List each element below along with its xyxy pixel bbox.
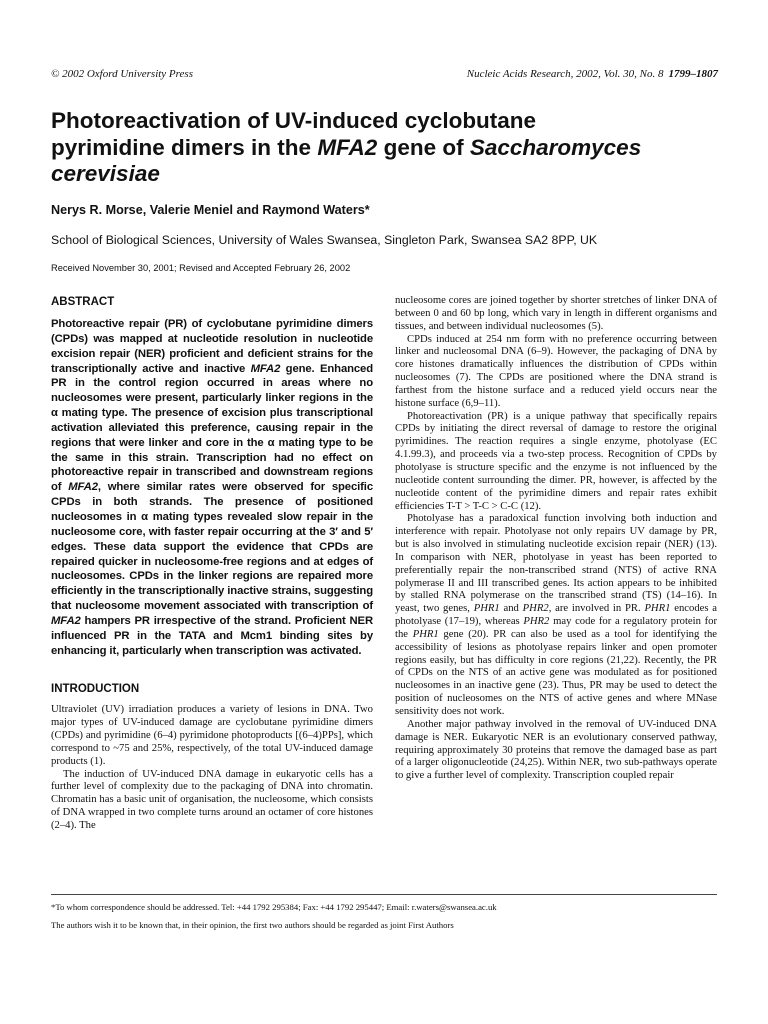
journal-citation [467, 68, 718, 80]
abstract-heading: ABSTRACT [51, 296, 115, 308]
gene-phr2-2: PHR2 [523, 616, 550, 628]
abstract-gene-2: MFA2 [68, 481, 98, 494]
body-paragraph-2: CPDs induced at 254 nm form with no preference occurring between linker and nucleosomal DNA (6–9). However, the packaging of DNA by core histones dramatically influences the distribution of CPDs within nucleosomes (7). The CPDs are positioned where the DNA strand is farthest from the histone surface and a reduced yield occurs near the histone surface (6,9–11). [395, 333, 717, 409]
title-species-genus: Saccharomyces [469, 134, 642, 160]
copyright-notice: © 2002 Oxford University Press [51, 68, 193, 80]
intro-paragraph-1: Ultraviolet (UV) irradiation produces a variety of lesions in DNA. Two major types of UV-induced damage are cyclobutane pyrimidine dimers (CPDs) and pyrimidine (6–4) pyrimidone photoproducts [(6–4)PPs], which correspond to ~75 and 25%, respectively, of the total UV-induced damage products (1). [51, 704, 373, 767]
gene-phr1-3: PHR1 [412, 628, 439, 640]
title-line-2-mid: gene of [377, 134, 470, 160]
body-paragraph-5: Another major pathway involved in the removal of UV-induced DNA damage is NER. Eukaryotic NER is an evolutionary conserved pathway, requiring approximately 30 proteins that remove the damaged base as part of a larger oligonucleotide (24,25). Within NER, two sub-pathways operate to give a further level of complexity. Transcription coupled repair [395, 718, 717, 782]
body-paragraph-1: nucleosome cores are joined together by shorter stretches of linker DNA of between 0 and 60 bp long, which vary in length in different organisms and tissues, and between individual nucleosomes (5). [395, 295, 717, 332]
page-range: 1799–1807 [668, 68, 718, 80]
body-paragraph-4 [395, 513, 717, 719]
footnote-divider [51, 894, 717, 895]
abstract-text [51, 317, 373, 658]
introduction-heading: INTRODUCTION [51, 683, 140, 696]
left-column [51, 295, 373, 833]
abstract-gene-3: MFA2 [51, 614, 81, 627]
gene-phr1: PHR1 [473, 603, 500, 615]
gene-phr1-2: PHR1 [644, 603, 671, 615]
p4-part-d: encodes a photolyase (17–19), whereas [395, 603, 718, 628]
title-line-2-pre: pyrimidine dimers in the [51, 134, 318, 160]
abstract-part-4: hampers PR irrespective of the strand. Proficient NER influenced PR in the TATA and Mcm1 binding sites by enhancing it, particularly when transcription was activated. [51, 614, 373, 657]
body-paragraph-3: Photoreactivation (PR) is a unique pathway that specifically repairs CPDs by initiating the direct reversal of damage to restore the original pyrimidines. The reaction requires a single enzyme, photolyase (EC 4.1.99.3), and proceeds via a two-step process. Recognition of CPDs by photolyase is structure specific and the enzyme is not influenced by the nucleotide content surrounding the dimer. PR, however, is affected by the nucleotide content of the pyrimidine dimers and repair rates exhibit efficiencies T-T > T-C > C-C (12). [395, 410, 717, 512]
p4-part-b: and [499, 603, 523, 615]
p4-part-f: gene (20). PR can also be used as a tool for identifying the accessibility of lesions as photolyase repairs linker and open promoter regions easily, but has difficulty in core regions (21,22). Recently, the PR of CPDs on the NTS of an active gene was modulated as for positioned nucleosomes in an inactive gene (23). Thus, PR may be used to detect the position of nucleosomes on the NTS of active genes and where MNase sensitivity does not work. [395, 628, 717, 717]
abstract-part-3: , where similar rates were observed for specific CPDs in both strands. The presence of positioned nucleosomes in α mating types revealed slow repair in the nucleosome core, with faster repair occurring at the 3′ and 5′ edges. These data support the evidence that CPDs are repaired quicker in nucleosome-free regions and at edges of nucleosomes. CPDs in the linker regions are repaired more efficiently in the transcriptionally inactive strains, suggesting that nucleosome movement associated with transcription of [51, 481, 373, 613]
abstract-gene-1: MFA2 [250, 362, 281, 375]
correspondence-footnote: *To whom correspondence should be addressed. Tel: +44 1792 295384; Fax: +44 1792 295447; Email: r.waters@swansea.ac.uk [51, 902, 497, 912]
author-list: Nerys R. Morse, Valerie Meniel and Raymond Waters* [51, 203, 370, 217]
p4-part-a: Photolyase has a paradoxical function involving both induction and interference with repair. Photolyase not only repairs UV damage by PR, but is also involved in stimulating nucleotide excision repair (NER) (13). In comparison with NER, photolyase in yeast has been reported to preferentially repair the non-transcribed strand (NTS) of active RNA polymerase II and III transcribed genes. Its action appears to be inhibited by stalled RNA polymerase on the transcribed strand (TS) (14–16). In yeast, two genes, [395, 513, 717, 615]
title-species-epithet: cerevisiae [51, 161, 160, 186]
abstract-part-2: gene. Enhanced PR in the control region occurred in areas where no nucleosomes were present, particularly linker regions in the α mating type. The presence of excision plus transcriptional activation alleviated this preference, causing repair in the regions that were linker and core in the α mating type to be the same in this strain. Transcription had no effect on photoreactive repair in transcribed and downstream regions of [51, 362, 373, 494]
title-line-1: Photoreactivation of UV-induced cyclobutane [51, 108, 537, 133]
abstract-part-1: Photoreactive repair (PR) of cyclobutane pyrimidine dimers (CPDs) was mapped at nucleotide resolution in nucleotide excision repair (NER) proficient and deficient strains for the transcriptionally active and inactive [51, 318, 373, 375]
intro-paragraph-2: The induction of UV-induced DNA damage in eukaryotic cells has a further level of complexity due to the packaging of DNA into chromatin. Chromatin has a basic unit of organisation, the nucleosome, which consists of DNA wrapped in two complete turns around an octamer of core histones (2–4). The [51, 768, 373, 831]
journal-name: Nucleic Acids Research, 2002, Vol. 30, No. 8 [466, 68, 664, 80]
right-column [395, 295, 717, 783]
p4-part-c: , are involved in PR. [548, 603, 645, 615]
article-title [51, 108, 741, 188]
received-dates: Received November 30, 2001; Revised and Accepted February 26, 2002 [51, 263, 351, 273]
affiliation: School of Biological Sciences, University of Wales Swansea, Singleton Park, Swansea SA2 8PP, UK [51, 233, 598, 247]
joint-authorship-footnote: The authors wish it to be known that, in their opinion, the first two authors should be regarded as joint First Authors [51, 920, 454, 930]
title-gene: MFA2 [317, 134, 378, 160]
p4-part-e: may code for a regulatory protein for the [395, 616, 717, 640]
gene-phr2: PHR2 [522, 603, 549, 615]
